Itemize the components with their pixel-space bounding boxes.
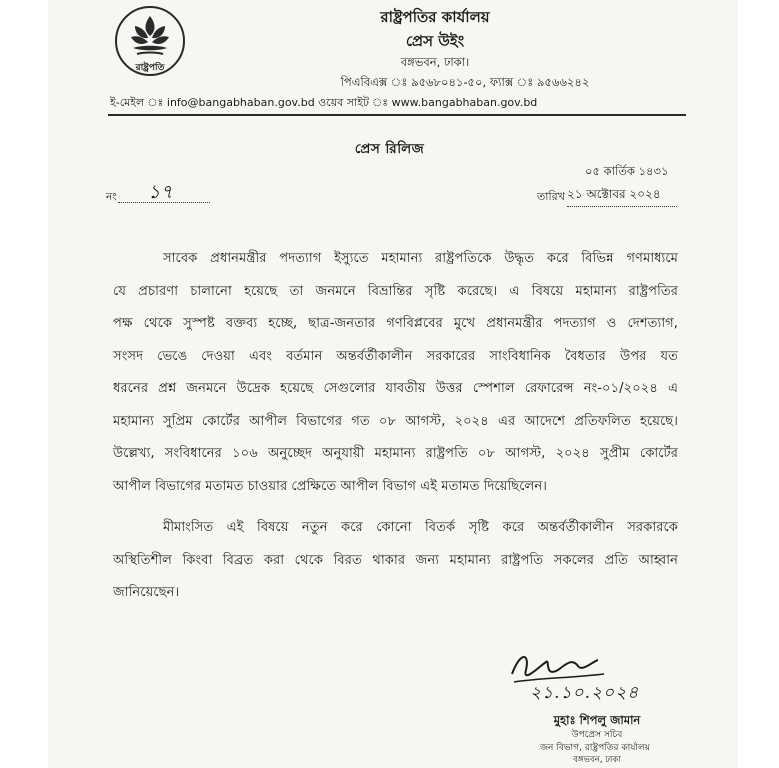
paragraph-line: ধরনের প্রশ্ন জনমনে উদ্রেক হয়েছে সেগুলোর যাবতীয় উত্তর স্পেশাল রেফারেন্স নং-০১/২০২৪ এ xyxy=(113,381,678,396)
press-release-title: প্রেস রিলিজ xyxy=(354,141,425,157)
release-number: ১৭ xyxy=(148,181,173,203)
paragraph-line: পক্ষ থেকে সুস্পষ্ট বক্তব্য হচ্ছে, ছাত্র-জনতার গণবিপ্লবের মুখে প্রধানমন্ত্রীর পদত্যাগ ও দেশত্যাগ, xyxy=(113,316,678,331)
email-link[interactable]: info@bangabhaban.gov.bd xyxy=(166,96,315,109)
date-label: তারিখ xyxy=(537,190,565,203)
signatory-name: মুহাঃ শিপলু জামান xyxy=(553,713,641,727)
signatory-place: বঙ্গভবন, ঢাকা xyxy=(573,755,621,765)
paragraph-line: যে প্রচারণা চালানো হয়েছে তা জনমনে বিভ্রান্তির সৃষ্টি করেছে। এ বিষয়ে মহামান্য রাষ্ট্রপতির xyxy=(113,283,678,299)
paragraph-line: উল্লেখ্য, সংবিধানের ১০৬ অনুচ্ছেদ অনুযায়ী মহামান্য রাষ্ট্রপতি ০৮ আগস্ট, ২০২৪ সুপ্রীম কোর্টের xyxy=(113,446,678,461)
contact-line xyxy=(110,94,670,113)
date-value: ২১ অক্টোবর ২০২৪ xyxy=(567,186,677,207)
office-address: বঙ্গভবন, ঢাকা। xyxy=(400,55,470,69)
paragraph-line: আপীল বিভাগের মতামত চাওয়ার প্রেক্ষিতে আপীল বিভাগ এই মতামত দিয়েছিলেন। xyxy=(113,478,547,494)
paragraph-line: অস্থিতিশীল কিংবা বিব্রত করা থেকে বিরত থাকার জন্য মহামান্য রাষ্ট্রপতি সকলের প্রতি আহ্বান xyxy=(113,552,678,568)
emblem-caption: রাষ্ট্রপতি xyxy=(135,63,165,73)
signatory-designation: উপপ্রেস সচিব xyxy=(571,730,623,740)
website-link[interactable]: www.bangabhaban.gov.bd xyxy=(391,96,538,109)
signatory-department: জন বিভাগ, রাষ্ট্রপতির কার্যালয় xyxy=(539,743,651,753)
body-paragraph-1 xyxy=(113,248,678,508)
date-bengali-calendar: ০৫ কার্তিক ১৪৩১ xyxy=(585,164,669,178)
paragraph-line: জানিয়েছেন। xyxy=(113,585,180,600)
phone-fax: পিএবিএক্স ঃ ৯৫৬৮০৪১-৫০, ফ্যাক্স ঃ ৯৫৬৬২৪২ xyxy=(340,75,590,89)
email-label: ই-মেইল ঃ xyxy=(110,96,164,109)
paragraph-line: মীমাংসিত এই বিষয়ে নতুন করে কোনো বিতর্ক সৃষ্টি করে অন্তর্বর্তীকালীন সরকারকে xyxy=(163,520,678,535)
office-name: রাষ্ট্রপতির কার্যালয় xyxy=(380,8,490,26)
signature-date: ২১.১০.২০২৪ xyxy=(530,683,640,703)
wing-name: প্রেস উইং xyxy=(405,32,465,50)
paragraph-line: মহামান্য সুপ্রিম কোর্টের আপীল বিভাগের গত ০৮ আগস্ট, ২০২৪ এর আদেশে প্রতিফলিত হয়েছে। xyxy=(113,413,678,429)
number-label: নং xyxy=(106,191,117,203)
body-paragraph-2 xyxy=(113,517,678,615)
header-divider xyxy=(108,114,686,116)
website-label: ওয়েব সাইট ঃ xyxy=(318,96,389,109)
paragraph-line: সংসদ ভেঙে দেওয়া এবং বর্তমান অন্তর্বর্তীকালীন সরকারের সাংবিধানিক বৈধতার উপর যত xyxy=(113,348,678,364)
paragraph-line: সাবেক প্রধানমন্ত্রীর পদত্যাগ ইস্যুতে মহামান্য রাষ্ট্রপতিকে উদ্ধৃত করে বিভিন্ন গণমাধ্যমে xyxy=(163,251,678,266)
